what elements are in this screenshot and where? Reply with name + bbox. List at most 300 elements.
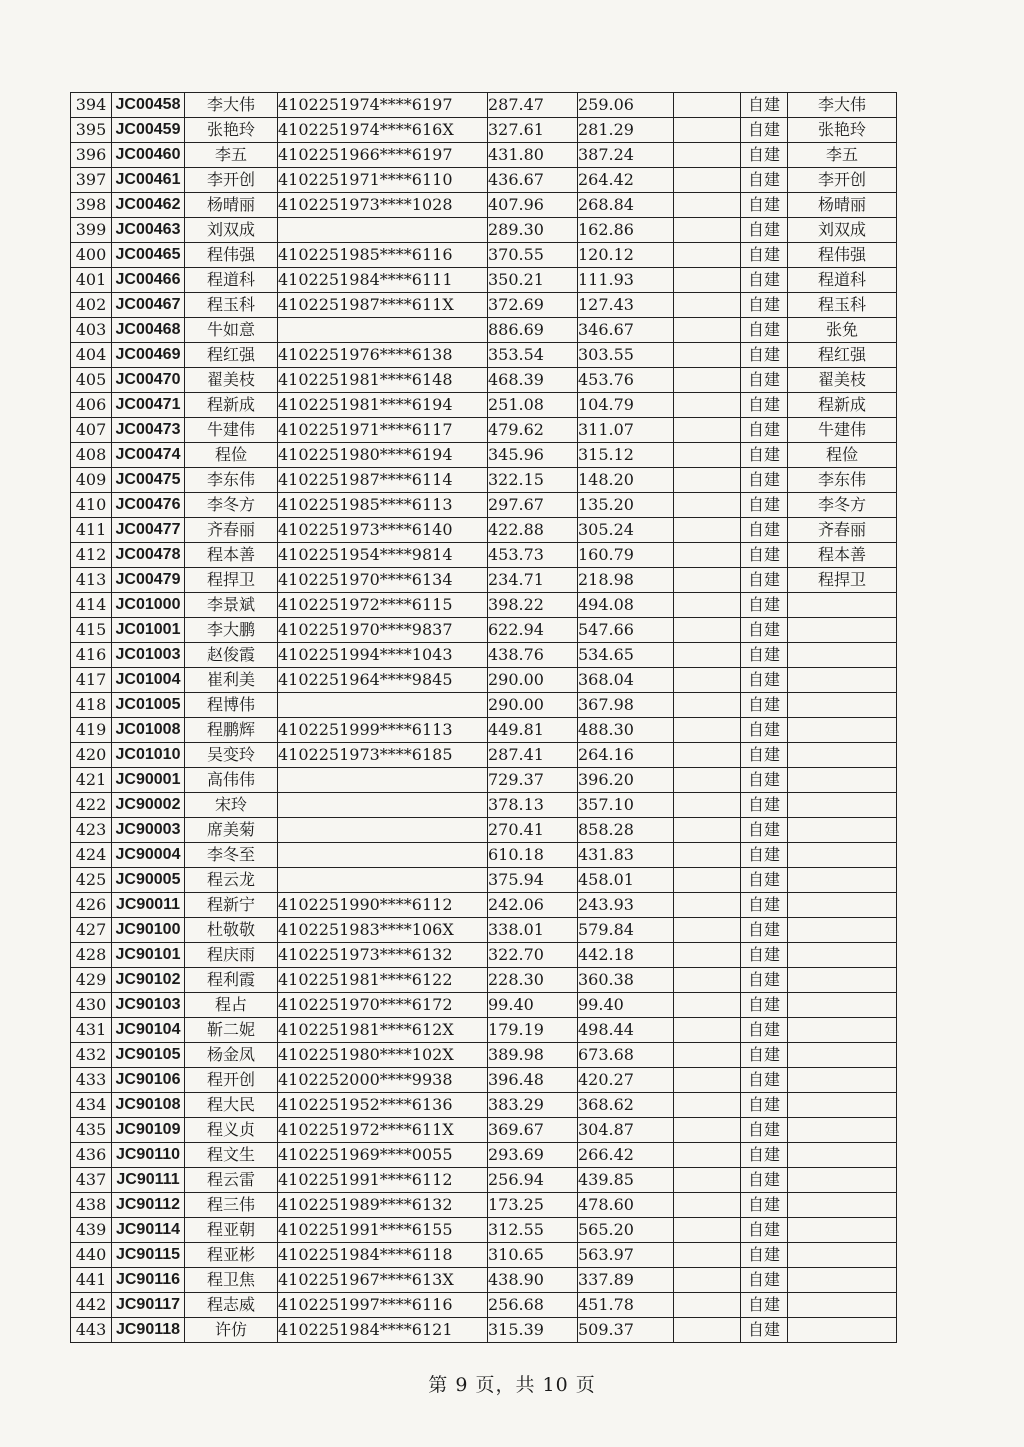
id-number-cell	[278, 693, 488, 718]
build-type-cell: 自建	[741, 818, 788, 843]
build-type-cell: 自建	[741, 1093, 788, 1118]
area-2-cell: 367.98	[578, 693, 674, 718]
blank-cell	[674, 293, 741, 318]
record-code: JC00478	[112, 543, 185, 568]
build-type-cell: 自建	[741, 193, 788, 218]
build-type-cell: 自建	[741, 243, 788, 268]
blank-cell	[674, 1268, 741, 1293]
id-number-cell: 4102251980****6194	[278, 443, 488, 468]
blank-cell	[674, 1243, 741, 1268]
blank-cell	[674, 768, 741, 793]
row-number: 427	[71, 918, 112, 943]
row-number: 435	[71, 1118, 112, 1143]
area-2-cell: 565.20	[578, 1218, 674, 1243]
row-number: 443	[71, 1318, 112, 1343]
id-number-cell	[278, 218, 488, 243]
name-cell: 李冬至	[185, 843, 278, 868]
owner-cell	[788, 693, 897, 718]
area-1-cell: 338.01	[488, 918, 578, 943]
name-cell: 刘双成	[185, 218, 278, 243]
table-row	[71, 118, 897, 143]
area-2-cell: 243.93	[578, 893, 674, 918]
name-cell: 杨晴丽	[185, 193, 278, 218]
blank-cell	[674, 468, 741, 493]
id-number-cell: 4102251984****6121	[278, 1318, 488, 1343]
build-type-cell: 自建	[741, 693, 788, 718]
area-2-cell: 498.44	[578, 1018, 674, 1043]
row-number: 418	[71, 693, 112, 718]
name-cell: 程博伟	[185, 693, 278, 718]
name-cell: 李景斌	[185, 593, 278, 618]
row-number: 401	[71, 268, 112, 293]
area-1-cell: 228.30	[488, 968, 578, 993]
table-row	[71, 1318, 897, 1343]
name-cell: 程庆雨	[185, 943, 278, 968]
table-row	[71, 393, 897, 418]
name-cell: 程三伟	[185, 1193, 278, 1218]
row-number: 423	[71, 818, 112, 843]
owner-cell: 刘双成	[788, 218, 897, 243]
area-1-cell: 886.69	[488, 318, 578, 343]
row-number: 426	[71, 893, 112, 918]
area-2-cell: 305.24	[578, 518, 674, 543]
area-1-cell: 398.22	[488, 593, 578, 618]
record-code: JC90117	[112, 1293, 185, 1318]
id-number-cell	[278, 818, 488, 843]
table-row	[71, 918, 897, 943]
record-code: JC00468	[112, 318, 185, 343]
row-number: 396	[71, 143, 112, 168]
table-row	[71, 618, 897, 643]
row-number: 412	[71, 543, 112, 568]
area-2-cell: 135.20	[578, 493, 674, 518]
build-type-cell: 自建	[741, 118, 788, 143]
table-row	[71, 268, 897, 293]
table-row	[71, 193, 897, 218]
record-code: JC90004	[112, 843, 185, 868]
area-1-cell: 290.00	[488, 693, 578, 718]
blank-cell	[674, 118, 741, 143]
id-number-cell: 4102251971****6117	[278, 418, 488, 443]
row-number: 429	[71, 968, 112, 993]
area-2-cell: 360.38	[578, 968, 674, 993]
table-row	[71, 993, 897, 1018]
table-row	[71, 418, 897, 443]
build-type-cell: 自建	[741, 168, 788, 193]
build-type-cell: 自建	[741, 1118, 788, 1143]
blank-cell	[674, 1143, 741, 1168]
id-number-cell: 4102251972****611X	[278, 1118, 488, 1143]
owner-cell	[788, 643, 897, 668]
row-number: 424	[71, 843, 112, 868]
name-cell: 靳二妮	[185, 1018, 278, 1043]
blank-cell	[674, 143, 741, 168]
owner-cell: 翟美枝	[788, 368, 897, 393]
owner-cell: 程道科	[788, 268, 897, 293]
owner-cell	[788, 1143, 897, 1168]
build-type-cell: 自建	[741, 1168, 788, 1193]
area-2-cell: 673.68	[578, 1043, 674, 1068]
name-cell: 程志威	[185, 1293, 278, 1318]
name-cell: 杨金凤	[185, 1043, 278, 1068]
area-1-cell: 287.47	[488, 93, 578, 118]
record-code: JC00465	[112, 243, 185, 268]
blank-cell	[674, 1318, 741, 1343]
registry-table-body	[71, 93, 897, 1343]
table-row	[71, 1043, 897, 1068]
name-cell: 程红强	[185, 343, 278, 368]
blank-cell	[674, 593, 741, 618]
record-code: JC01004	[112, 668, 185, 693]
owner-cell: 齐春丽	[788, 518, 897, 543]
area-2-cell: 281.29	[578, 118, 674, 143]
build-type-cell: 自建	[741, 468, 788, 493]
blank-cell	[674, 943, 741, 968]
area-2-cell: 858.28	[578, 818, 674, 843]
owner-cell: 程红强	[788, 343, 897, 368]
id-number-cell: 4102251984****6111	[278, 268, 488, 293]
id-number-cell: 4102251994****1043	[278, 643, 488, 668]
area-1-cell: 438.76	[488, 643, 578, 668]
area-2-cell: 99.40	[578, 993, 674, 1018]
table-row	[71, 668, 897, 693]
record-code: JC90111	[112, 1168, 185, 1193]
build-type-cell: 自建	[741, 393, 788, 418]
table-row	[71, 1168, 897, 1193]
area-1-cell: 322.15	[488, 468, 578, 493]
area-2-cell: 315.12	[578, 443, 674, 468]
build-type-cell: 自建	[741, 93, 788, 118]
name-cell: 程开创	[185, 1068, 278, 1093]
id-number-cell: 4102251970****6134	[278, 568, 488, 593]
owner-cell: 程俭	[788, 443, 897, 468]
record-code: JC90104	[112, 1018, 185, 1043]
row-number: 411	[71, 518, 112, 543]
area-2-cell: 264.42	[578, 168, 674, 193]
table-row	[71, 318, 897, 343]
table-row	[71, 968, 897, 993]
id-number-cell: 4102251981****6122	[278, 968, 488, 993]
record-code: JC00466	[112, 268, 185, 293]
owner-cell	[788, 968, 897, 993]
build-type-cell: 自建	[741, 893, 788, 918]
blank-cell	[674, 1193, 741, 1218]
area-2-cell: 148.20	[578, 468, 674, 493]
build-type-cell: 自建	[741, 143, 788, 168]
area-1-cell: 436.67	[488, 168, 578, 193]
name-cell: 杜敬敬	[185, 918, 278, 943]
record-code: JC90011	[112, 893, 185, 918]
area-1-cell: 179.19	[488, 1018, 578, 1043]
table-row	[71, 1118, 897, 1143]
row-number: 436	[71, 1143, 112, 1168]
row-number: 405	[71, 368, 112, 393]
row-number: 395	[71, 118, 112, 143]
id-number-cell: 4102251973****6140	[278, 518, 488, 543]
blank-cell	[674, 968, 741, 993]
area-2-cell: 494.08	[578, 593, 674, 618]
name-cell: 程利霞	[185, 968, 278, 993]
area-2-cell: 420.27	[578, 1068, 674, 1093]
record-code: JC00477	[112, 518, 185, 543]
build-type-cell: 自建	[741, 343, 788, 368]
blank-cell	[674, 443, 741, 468]
name-cell: 程道科	[185, 268, 278, 293]
build-type-cell: 自建	[741, 1293, 788, 1318]
owner-cell	[788, 718, 897, 743]
record-code: JC90106	[112, 1068, 185, 1093]
name-cell: 程云龙	[185, 868, 278, 893]
owner-cell: 牛建伟	[788, 418, 897, 443]
record-code: JC00467	[112, 293, 185, 318]
row-number: 409	[71, 468, 112, 493]
row-number: 442	[71, 1293, 112, 1318]
area-1-cell: 345.96	[488, 443, 578, 468]
record-code: JC90103	[112, 993, 185, 1018]
area-1-cell: 422.88	[488, 518, 578, 543]
row-number: 439	[71, 1218, 112, 1243]
name-cell: 赵俊霞	[185, 643, 278, 668]
blank-cell	[674, 343, 741, 368]
area-1-cell: 449.81	[488, 718, 578, 743]
build-type-cell: 自建	[741, 618, 788, 643]
row-number: 399	[71, 218, 112, 243]
record-code: JC00458	[112, 93, 185, 118]
record-code: JC00471	[112, 393, 185, 418]
area-2-cell: 162.86	[578, 218, 674, 243]
blank-cell	[674, 243, 741, 268]
owner-cell: 程伟强	[788, 243, 897, 268]
area-1-cell: 453.73	[488, 543, 578, 568]
row-number: 402	[71, 293, 112, 318]
record-code: JC00474	[112, 443, 185, 468]
area-1-cell: 297.67	[488, 493, 578, 518]
area-1-cell: 431.80	[488, 143, 578, 168]
id-number-cell: 4102251981****6194	[278, 393, 488, 418]
build-type-cell: 自建	[741, 793, 788, 818]
build-type-cell: 自建	[741, 543, 788, 568]
name-cell: 程卫焦	[185, 1268, 278, 1293]
area-1-cell: 438.90	[488, 1268, 578, 1293]
name-cell: 程鹏辉	[185, 718, 278, 743]
area-1-cell: 287.41	[488, 743, 578, 768]
name-cell: 高伟伟	[185, 768, 278, 793]
row-number: 415	[71, 618, 112, 643]
area-1-cell: 383.29	[488, 1093, 578, 1118]
record-code: JC90003	[112, 818, 185, 843]
record-code: JC00461	[112, 168, 185, 193]
record-code: JC00475	[112, 468, 185, 493]
area-2-cell: 259.06	[578, 93, 674, 118]
blank-cell	[674, 918, 741, 943]
table-row	[71, 143, 897, 168]
id-number-cell: 4102251969****0055	[278, 1143, 488, 1168]
build-type-cell: 自建	[741, 768, 788, 793]
id-number-cell: 4102251997****6116	[278, 1293, 488, 1318]
area-2-cell: 534.65	[578, 643, 674, 668]
record-code: JC90109	[112, 1118, 185, 1143]
area-2-cell: 127.43	[578, 293, 674, 318]
area-1-cell: 256.68	[488, 1293, 578, 1318]
record-code: JC00479	[112, 568, 185, 593]
table-row	[71, 1268, 897, 1293]
row-number: 440	[71, 1243, 112, 1268]
row-number: 428	[71, 943, 112, 968]
table-row	[71, 1193, 897, 1218]
row-number: 438	[71, 1193, 112, 1218]
table-row	[71, 593, 897, 618]
owner-cell	[788, 618, 897, 643]
owner-cell	[788, 868, 897, 893]
blank-cell	[674, 818, 741, 843]
blank-cell	[674, 843, 741, 868]
name-cell: 翟美枝	[185, 368, 278, 393]
owner-cell: 李五	[788, 143, 897, 168]
name-cell: 席美菊	[185, 818, 278, 843]
area-2-cell: 478.60	[578, 1193, 674, 1218]
table-row	[71, 518, 897, 543]
area-2-cell: 488.30	[578, 718, 674, 743]
area-2-cell: 160.79	[578, 543, 674, 568]
area-2-cell: 442.18	[578, 943, 674, 968]
name-cell: 李大鹏	[185, 618, 278, 643]
area-1-cell: 289.30	[488, 218, 578, 243]
name-cell: 程亚彬	[185, 1243, 278, 1268]
area-2-cell: 104.79	[578, 393, 674, 418]
name-cell: 程伟强	[185, 243, 278, 268]
table-row	[71, 218, 897, 243]
record-code: JC90108	[112, 1093, 185, 1118]
blank-cell	[674, 1218, 741, 1243]
id-number-cell: 4102251971****6110	[278, 168, 488, 193]
id-number-cell: 4102251973****6132	[278, 943, 488, 968]
table-row	[71, 1068, 897, 1093]
name-cell: 程亚朝	[185, 1218, 278, 1243]
build-type-cell: 自建	[741, 743, 788, 768]
row-number: 441	[71, 1268, 112, 1293]
area-2-cell: 346.67	[578, 318, 674, 343]
area-2-cell: 311.07	[578, 418, 674, 443]
area-2-cell: 120.12	[578, 243, 674, 268]
area-2-cell: 439.85	[578, 1168, 674, 1193]
table-row	[71, 1218, 897, 1243]
table-row	[71, 793, 897, 818]
id-number-cell: 4102251973****1028	[278, 193, 488, 218]
owner-cell	[788, 918, 897, 943]
area-1-cell: 610.18	[488, 843, 578, 868]
record-code: JC01000	[112, 593, 185, 618]
table-row	[71, 743, 897, 768]
owner-cell	[788, 1218, 897, 1243]
table-row	[71, 768, 897, 793]
build-type-cell: 自建	[741, 668, 788, 693]
table-row	[71, 943, 897, 968]
owner-cell	[788, 893, 897, 918]
row-number: 400	[71, 243, 112, 268]
blank-cell	[674, 368, 741, 393]
table-row	[71, 443, 897, 468]
build-type-cell: 自建	[741, 493, 788, 518]
area-1-cell: 622.94	[488, 618, 578, 643]
row-number: 397	[71, 168, 112, 193]
row-number: 420	[71, 743, 112, 768]
blank-cell	[674, 543, 741, 568]
row-number: 432	[71, 1043, 112, 1068]
blank-cell	[674, 1293, 741, 1318]
area-1-cell: 407.96	[488, 193, 578, 218]
record-code: JC90001	[112, 768, 185, 793]
area-2-cell: 431.83	[578, 843, 674, 868]
name-cell: 崔利美	[185, 668, 278, 693]
table-row	[71, 293, 897, 318]
record-code: JC00476	[112, 493, 185, 518]
build-type-cell: 自建	[741, 1318, 788, 1343]
blank-cell	[674, 668, 741, 693]
record-code: JC00463	[112, 218, 185, 243]
area-1-cell: 369.67	[488, 1118, 578, 1143]
area-2-cell: 509.37	[578, 1318, 674, 1343]
area-1-cell: 327.61	[488, 118, 578, 143]
record-code: JC01010	[112, 743, 185, 768]
blank-cell	[674, 93, 741, 118]
table-row	[71, 368, 897, 393]
owner-cell	[788, 1118, 897, 1143]
row-number: 403	[71, 318, 112, 343]
row-number: 406	[71, 393, 112, 418]
build-type-cell: 自建	[741, 1068, 788, 1093]
build-type-cell: 自建	[741, 593, 788, 618]
area-1-cell: 173.25	[488, 1193, 578, 1218]
id-number-cell	[278, 318, 488, 343]
id-number-cell: 4102251974****616X	[278, 118, 488, 143]
area-2-cell: 303.55	[578, 343, 674, 368]
id-number-cell: 4102252000****9938	[278, 1068, 488, 1093]
owner-cell	[788, 1318, 897, 1343]
id-number-cell: 4102251952****6136	[278, 1093, 488, 1118]
id-number-cell: 4102251954****9814	[278, 543, 488, 568]
row-number: 431	[71, 1018, 112, 1043]
row-number: 413	[71, 568, 112, 593]
name-cell: 齐春丽	[185, 518, 278, 543]
area-2-cell: 368.04	[578, 668, 674, 693]
id-number-cell: 4102251981****612X	[278, 1018, 488, 1043]
record-code: JC00460	[112, 143, 185, 168]
owner-cell	[788, 1043, 897, 1068]
row-number: 437	[71, 1168, 112, 1193]
blank-cell	[674, 1168, 741, 1193]
owner-cell	[788, 818, 897, 843]
table-row	[71, 493, 897, 518]
area-2-cell: 579.84	[578, 918, 674, 943]
id-number-cell: 4102251981****6148	[278, 368, 488, 393]
build-type-cell: 自建	[741, 1018, 788, 1043]
owner-cell: 李东伟	[788, 468, 897, 493]
row-number: 414	[71, 593, 112, 618]
blank-cell	[674, 1043, 741, 1068]
area-1-cell: 270.41	[488, 818, 578, 843]
area-1-cell: 290.00	[488, 668, 578, 693]
table-row	[71, 693, 897, 718]
row-number: 407	[71, 418, 112, 443]
owner-cell: 程本善	[788, 543, 897, 568]
build-type-cell: 自建	[741, 968, 788, 993]
table-row	[71, 168, 897, 193]
owner-cell: 李开创	[788, 168, 897, 193]
table-row	[71, 1243, 897, 1268]
area-1-cell: 375.94	[488, 868, 578, 893]
build-type-cell: 自建	[741, 643, 788, 668]
build-type-cell: 自建	[741, 293, 788, 318]
